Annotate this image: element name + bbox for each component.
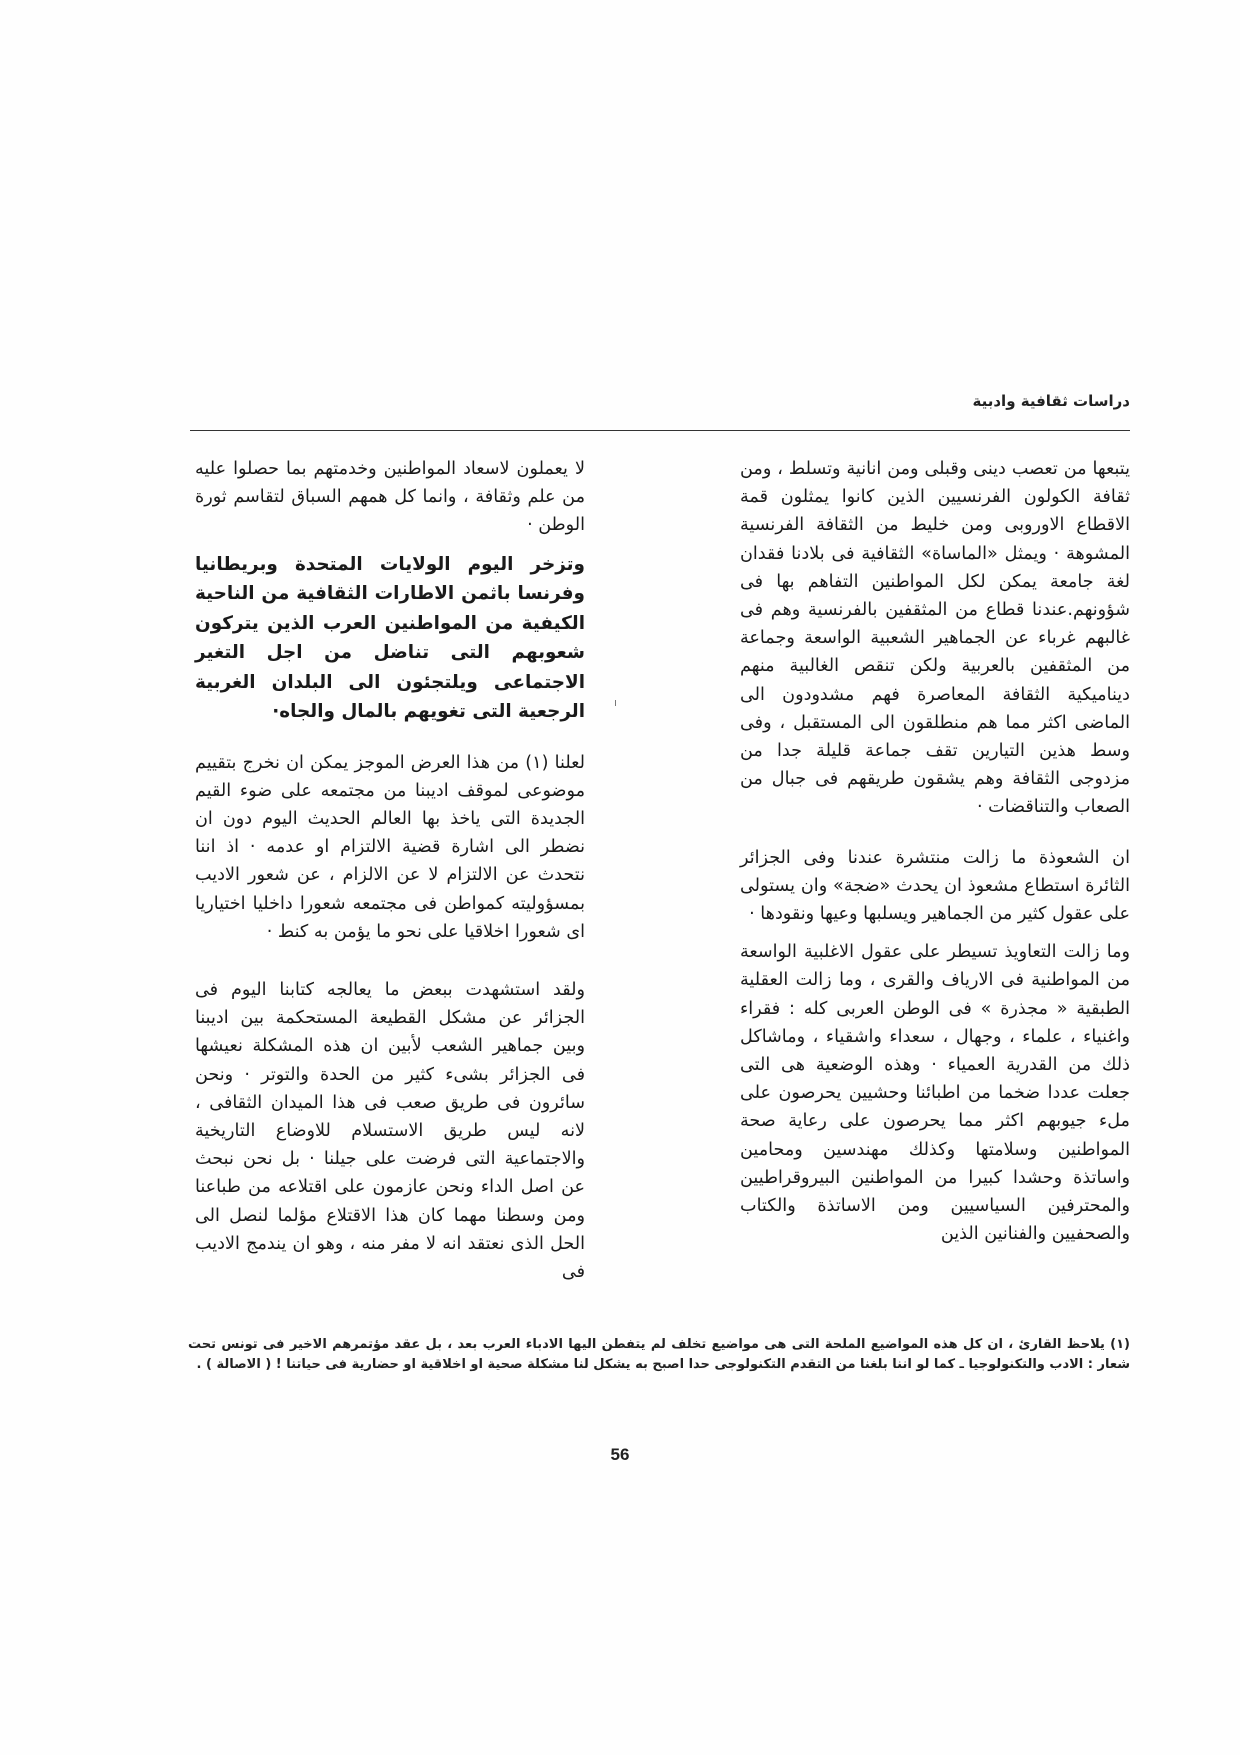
left-paragraph-4: ولقد استشهدت ببعض ما يعالجه كتابنا اليوم فى الجزائر عن مشكل القطيعة المستحكمة بين اديبنا وبين جماهير الشعب لأبين ان هذه المشكلة نعيشها فى الجزائر بشىء كثير من الحدة والتوتر · ونحن سائرون فى طريق صعب فى هذا الميدان الثقافى ، لانه ليس طريق الاستسلام للاوضاع التاريخية والاجتماعية التى فرضت على جيلنا · بل نحن نبحث عن اصل الداء ونحن عازمون على اقتلاعه من طباعنا ومن وسطنا مهما كان هذا الاقتلاع مؤلما لنصل الى الحل الذى نعتقد انه لا مفر منه ، وهو ان يندمج الاديب فى [195, 980, 585, 1283]
running-header: دراسات ثقافية وادبية [972, 392, 1130, 410]
footnote: (١) يلاحظ القارئ ، ان كل هذه المواضيع الملحة التى هى مواضيع تخلف لم يتفطن اليها الادباء العرب بعد ، بل عقد مؤتمرهم الاخير فى تونس تحت شعار : الادب والتكنولوجيا ـ كما لو اننا بلغنا من التقدم التكنولوجى حدا اصبح به يشكل لنا مشكلة صحية او اخلاقية او حضارية فى حياتنا ! ( الاصالة ) . [188, 1337, 1130, 1372]
right-paragraph-3: وما زالت التعاويذ تسيطر على عقول الاغلبية الواسعة من المواطنية فى الارياف والقرى ، وما زالت العقلية الطبقية « مجذرة » فى الوطن العربى كله : فقراء واغنياء ، علماء ، وجهال ، سعداء واشقياء ، وماشاكل ذلك من القدرية العمياء · وهذه الوضعية هى التى جعلت عددا ضخما من اطبائنا وحشيين يحرصون على ملء جيوبهم اكثر مما يحرصون على رعاية صحة المواطنين وسلامتها وكذلك مهندسين ومحامين واساتذة وحشدا كبيرا من المواطنين البيروقراطيين والمحترفين السياسيين ومن الاساتذة والكتاب والصحفيين والفنانين الذين [740, 942, 1130, 1245]
page-number: 56 [610, 1445, 630, 1464]
left-paragraph-3: لعلنا (١) من هذا العرض الموجز يمكن ان نخرج بتقييم موضوعى لموقف اديبنا من مجتمعه على ضوء القيم الجديدة التى ياخذ بها العالم الحديث اليوم دون ان نضطر الى اشارة قضية الالتزام او عدمه · اذ اننا نتحدث عن الالتزام لا عن الالزام ، عن شعور الاديب بمسؤوليته كمواطن فى مجتمعه شعورا داخليا اختياريا اى شعورا اخلاقيا على نحو ما يؤمن به كنط · [195, 752, 585, 942]
left-paragraph-1: لا يعملون لاسعاد المواطنين وخدمتهم بما حصلوا عليه من علم وثقافة ، وانما كل همهم السباق لتقاسم ثورة الوطن · [195, 459, 585, 536]
right-paragraph-1: يتبعها من تعصب دينى وقبلى ومن انانية وتسلط ، ومن ثقافة الكولون الفرنسيين الذين كانوا يمثلون قمة الاقطاع الاوروبى ومن خليط من الثقافة الفرنسية المشوهة · ويمثل «الماساة» الثقافية فى بلادنا فقدان لغة جامعة يمكن لكل المواطنين التفاهم بها فى شؤونهم.عندنا قطاع من المثقفين بالفرنسية وهم فى غالبهم غرباء عن الجماهير الشعبية الواسعة وجماعة من المثقفين بالعربية ولكن تنقص الغالبية منهم ديناميكية الثقافة المعاصرة فهم مشدودون الى الماضى اكثر مما هم منطلقون الى المستقبل ، وفى وسط هذين التيارين تقف جماعة قليلة جدا من مزدوجى الثقافة وهم يشقون طريقهم فى جبال من الصعاب والتناقضات · [740, 459, 1130, 818]
right-paragraph-2: ان الشعوذة ما زالت منتشرة عندنا وفى الجزائر الثائرة استطاع مشعوذ ان يحدث «ضجة» وان يستولى على عقول كثير من الجماهير ويسلبها وعيها ونقودها · [740, 847, 1130, 925]
left-paragraph-2-bold: وتزخر اليوم الولايات المتحدة وبريطانيا وفرنسا باثمن الاطارات الثقافية من الناحية الكيفية من المواطنين العرب الذين يتركون شعوبهم التى تناضل من اجل التغير الاجتماعى ويلتجئون الى البلدان الغربية الرجعية التى تغويهم بالمال والجاه· [195, 553, 585, 723]
right-column [740, 455, 1130, 1248]
header-rule [190, 430, 1130, 431]
column-divider-mark [615, 700, 616, 706]
left-column [195, 455, 585, 1286]
